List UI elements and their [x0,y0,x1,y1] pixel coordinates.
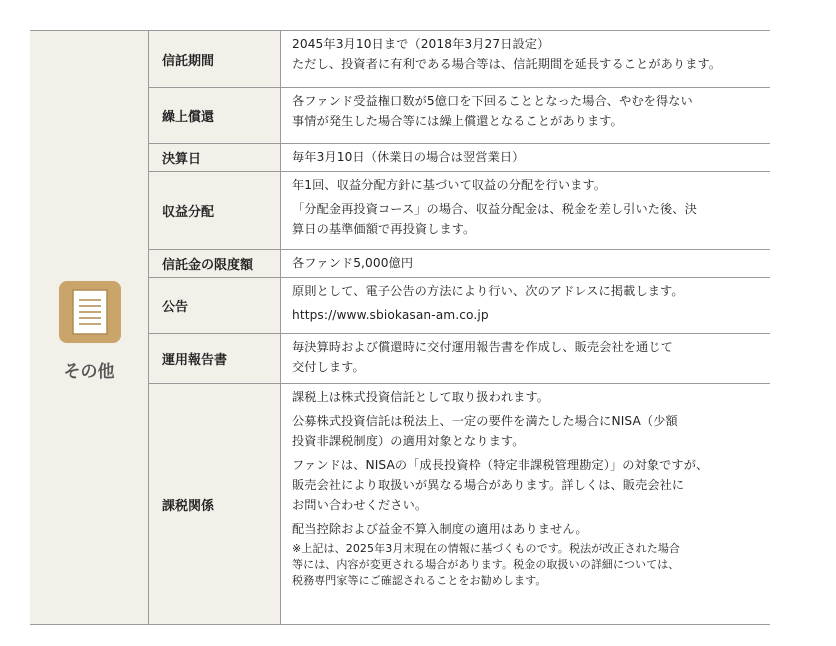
content-line: 毎決算時および償還時に交付運用報告書を作成し、販売会社を通じて [292,340,673,354]
row-content [281,172,770,249]
content-line: 「分配金再投資コース」の場合、収益分配金は、税金を差し引いた後、決 [292,202,697,216]
info-table [149,31,770,624]
row-trust-period [149,31,770,87]
note-line: 税務専門家等にご確認されることをお勧めします。 [292,574,547,587]
row-label: 決算日 [149,144,281,171]
content-line: 公募株式投資信託は税法上、一定の要件を満たした場合にNISA（少額 [292,414,678,428]
row-label: 公告 [149,278,281,333]
row-trust-limit [149,249,770,277]
content-line: 原則として、電子公告の方法により行い、次のアドレスに掲載します。 [292,284,684,298]
content-line: 配当控除および益金不算入制度の適用はありません。 [292,522,588,536]
row-distribution [149,171,770,249]
category-sidebar [30,31,149,624]
content-line: 各ファンド5,000億円 [292,256,414,270]
row-content [281,144,770,171]
row-label: 信託金の限度額 [149,250,281,277]
row-content [281,278,770,333]
row-settlement-date [149,143,770,171]
content-line: 販売会社により取扱いが異なる場合があります。詳しくは、販売会社に [292,478,685,492]
row-taxation [149,383,770,624]
content-line: 投資非課税制度）の適用対象となります。 [292,434,525,448]
document-icon [59,281,121,343]
info-table-frame [30,30,770,625]
content-line: 年1回、収益分配方針に基づいて収益の分配を行います。 [292,178,607,192]
note-line: ※上記は、2025年3月末現在の情報に基づくものです。税法が改正された場合 [292,542,681,555]
content-line: ただし、投資者に有利である場合等は、信託期間を延長することがあります。 [292,57,722,71]
row-label: 繰上償還 [149,88,281,143]
note-line: 等には、内容が変更される場合があります。税金の取扱いの詳細については、 [292,558,680,571]
content-line: ファンドは、NISAの「成長投資枠（特定非課税管理勘定）」の対象ですが、 [292,458,709,472]
content-line: 算日の基準価額で再投資します。 [292,222,476,236]
content-line: 課税上は株式投資信託として取り扱われます。 [292,390,550,404]
content-line: 交付します。 [292,360,365,374]
row-content [281,384,770,624]
row-early-redemption [149,87,770,143]
row-content [281,334,770,383]
row-label: 収益分配 [149,172,281,249]
row-label: 信託期間 [149,31,281,87]
website-url[interactable]: https://www.sbiokasan-am.co.jp [292,308,489,322]
content-line: 各ファンド受益権口数が5億口を下回ることとなった場合、やむを得ない [292,94,693,108]
content-line: お問い合わせください。 [292,498,428,512]
content-line: 事情が発生した場合等には繰上償還となることがあります。 [292,114,623,128]
row-content [281,31,770,87]
row-management-report [149,333,770,383]
row-label: 運用報告書 [149,334,281,383]
row-public-notice [149,277,770,333]
tax-note [292,541,762,589]
category-label: その他 [63,362,115,382]
row-label: 課税関係 [149,384,281,624]
row-content [281,88,770,143]
content-line: 毎年3月10日（休業日の場合は翌営業日） [292,150,525,164]
content-line: 2045年3月10日まで（2018年3月27日設定） [292,37,550,51]
row-content [281,250,770,277]
